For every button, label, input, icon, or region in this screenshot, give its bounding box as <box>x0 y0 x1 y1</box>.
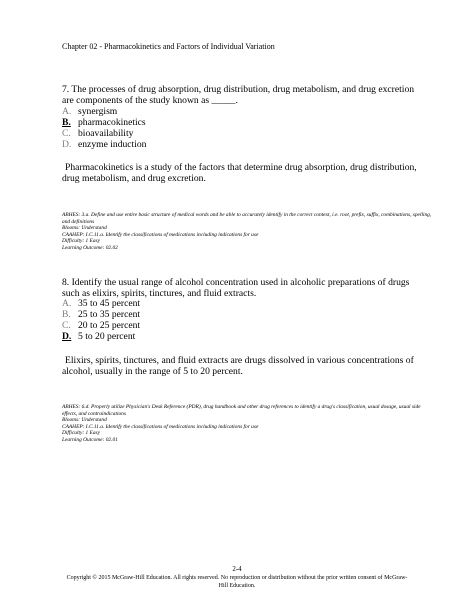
option-letter: A. <box>62 298 72 309</box>
question-7-option-d <box>62 139 146 150</box>
question-8-option-d <box>62 331 135 342</box>
meta-learning-outcome: Learning Outcome: 02.02 <box>62 244 118 251</box>
meta-learning-outcome: Learning Outcome: 02.01 <box>62 436 118 443</box>
option-text: bioavailability <box>78 128 134 139</box>
meta-difficulty: Difficulty: 1 Easy <box>62 238 101 245</box>
question-8-option-a <box>62 298 140 309</box>
option-letter-correct: B. <box>62 117 71 128</box>
meta-abhes: ABHES: 6.d. Properly utilize Physician's Desk Reference (PDR), drug handbook and other drug references to identify a drug's classification, usual dosage, usual side effects, and contraindications <box>62 404 421 417</box>
option-letter: B. <box>62 309 71 320</box>
page-number: 2-4 <box>232 565 242 573</box>
question-8-stem: 8. Identify the usual range of alcohol concentration used in alcoholic preparations of drugs such as elixirs, spirits, tinctures, and fluid extracts. <box>62 277 410 299</box>
question-7-stem: 7. The processes of drug absorption, drug distribution, drug metabolism, and drug excretion are components of the study known as _____. <box>62 84 415 106</box>
option-letter: D. <box>62 139 72 150</box>
question-7-option-c <box>62 128 133 139</box>
question-7-option-b <box>62 117 146 128</box>
option-text: 35 to 45 percent <box>78 298 141 309</box>
option-text: 25 to 35 percent <box>78 309 141 320</box>
meta-abhes: ABHES: 3.a. Define and use entire basic structure of medical words and be able to accurately identify in the correct context, i.e. root, prefix, suffix, combinations, spelling, and definitions <box>62 212 432 225</box>
option-letter: A. <box>62 106 72 117</box>
question-8-metadata <box>62 404 432 444</box>
option-text: 20 to 25 percent <box>78 320 141 331</box>
meta-caahep: CAAHEP: I.C.11.a. Identify the classifications of medications including indications for use <box>62 231 259 238</box>
option-letter: C. <box>62 128 71 139</box>
meta-blooms: Blooms: Understand <box>62 225 107 232</box>
question-8-option-c <box>62 320 140 331</box>
meta-blooms: Blooms: Understand <box>62 417 107 424</box>
option-text: synergism <box>78 106 118 117</box>
meta-caahep: CAAHEP: I.C.11.a. Identify the classifications of medications including indications for use <box>62 423 259 430</box>
option-text: pharmacokinetics <box>78 117 146 128</box>
question-7-metadata <box>62 212 432 252</box>
option-letter-correct: D. <box>62 331 72 342</box>
option-text: 5 to 20 percent <box>78 331 136 342</box>
question-7-explanation: Pharmacokinetics is a study of the factors that determine drug absorption, drug distribution, drug metabolism, and drug excretion. <box>62 162 417 184</box>
meta-difficulty: Difficulty: 1 Easy <box>62 430 101 437</box>
question-8-option-b <box>62 309 140 320</box>
question-7-option-a <box>62 106 117 117</box>
question-8-explanation: Elixirs, spirits, tinctures, and fluid extracts are drugs dissolved in various concentrations of alcohol, usually in the range of 5 to 20 percent. <box>62 355 414 377</box>
page-header: Chapter 02 - Pharmacokinetics and Factors of Individual Variation <box>62 42 275 51</box>
option-text: enzyme induction <box>78 139 147 150</box>
copyright-notice: Copyright © 2015 McGraw-Hill Education. All rights reserved. No reproduction or distribution without the prior written consent of McGraw-Hill Education. <box>66 575 408 589</box>
option-letter: C. <box>62 320 71 331</box>
